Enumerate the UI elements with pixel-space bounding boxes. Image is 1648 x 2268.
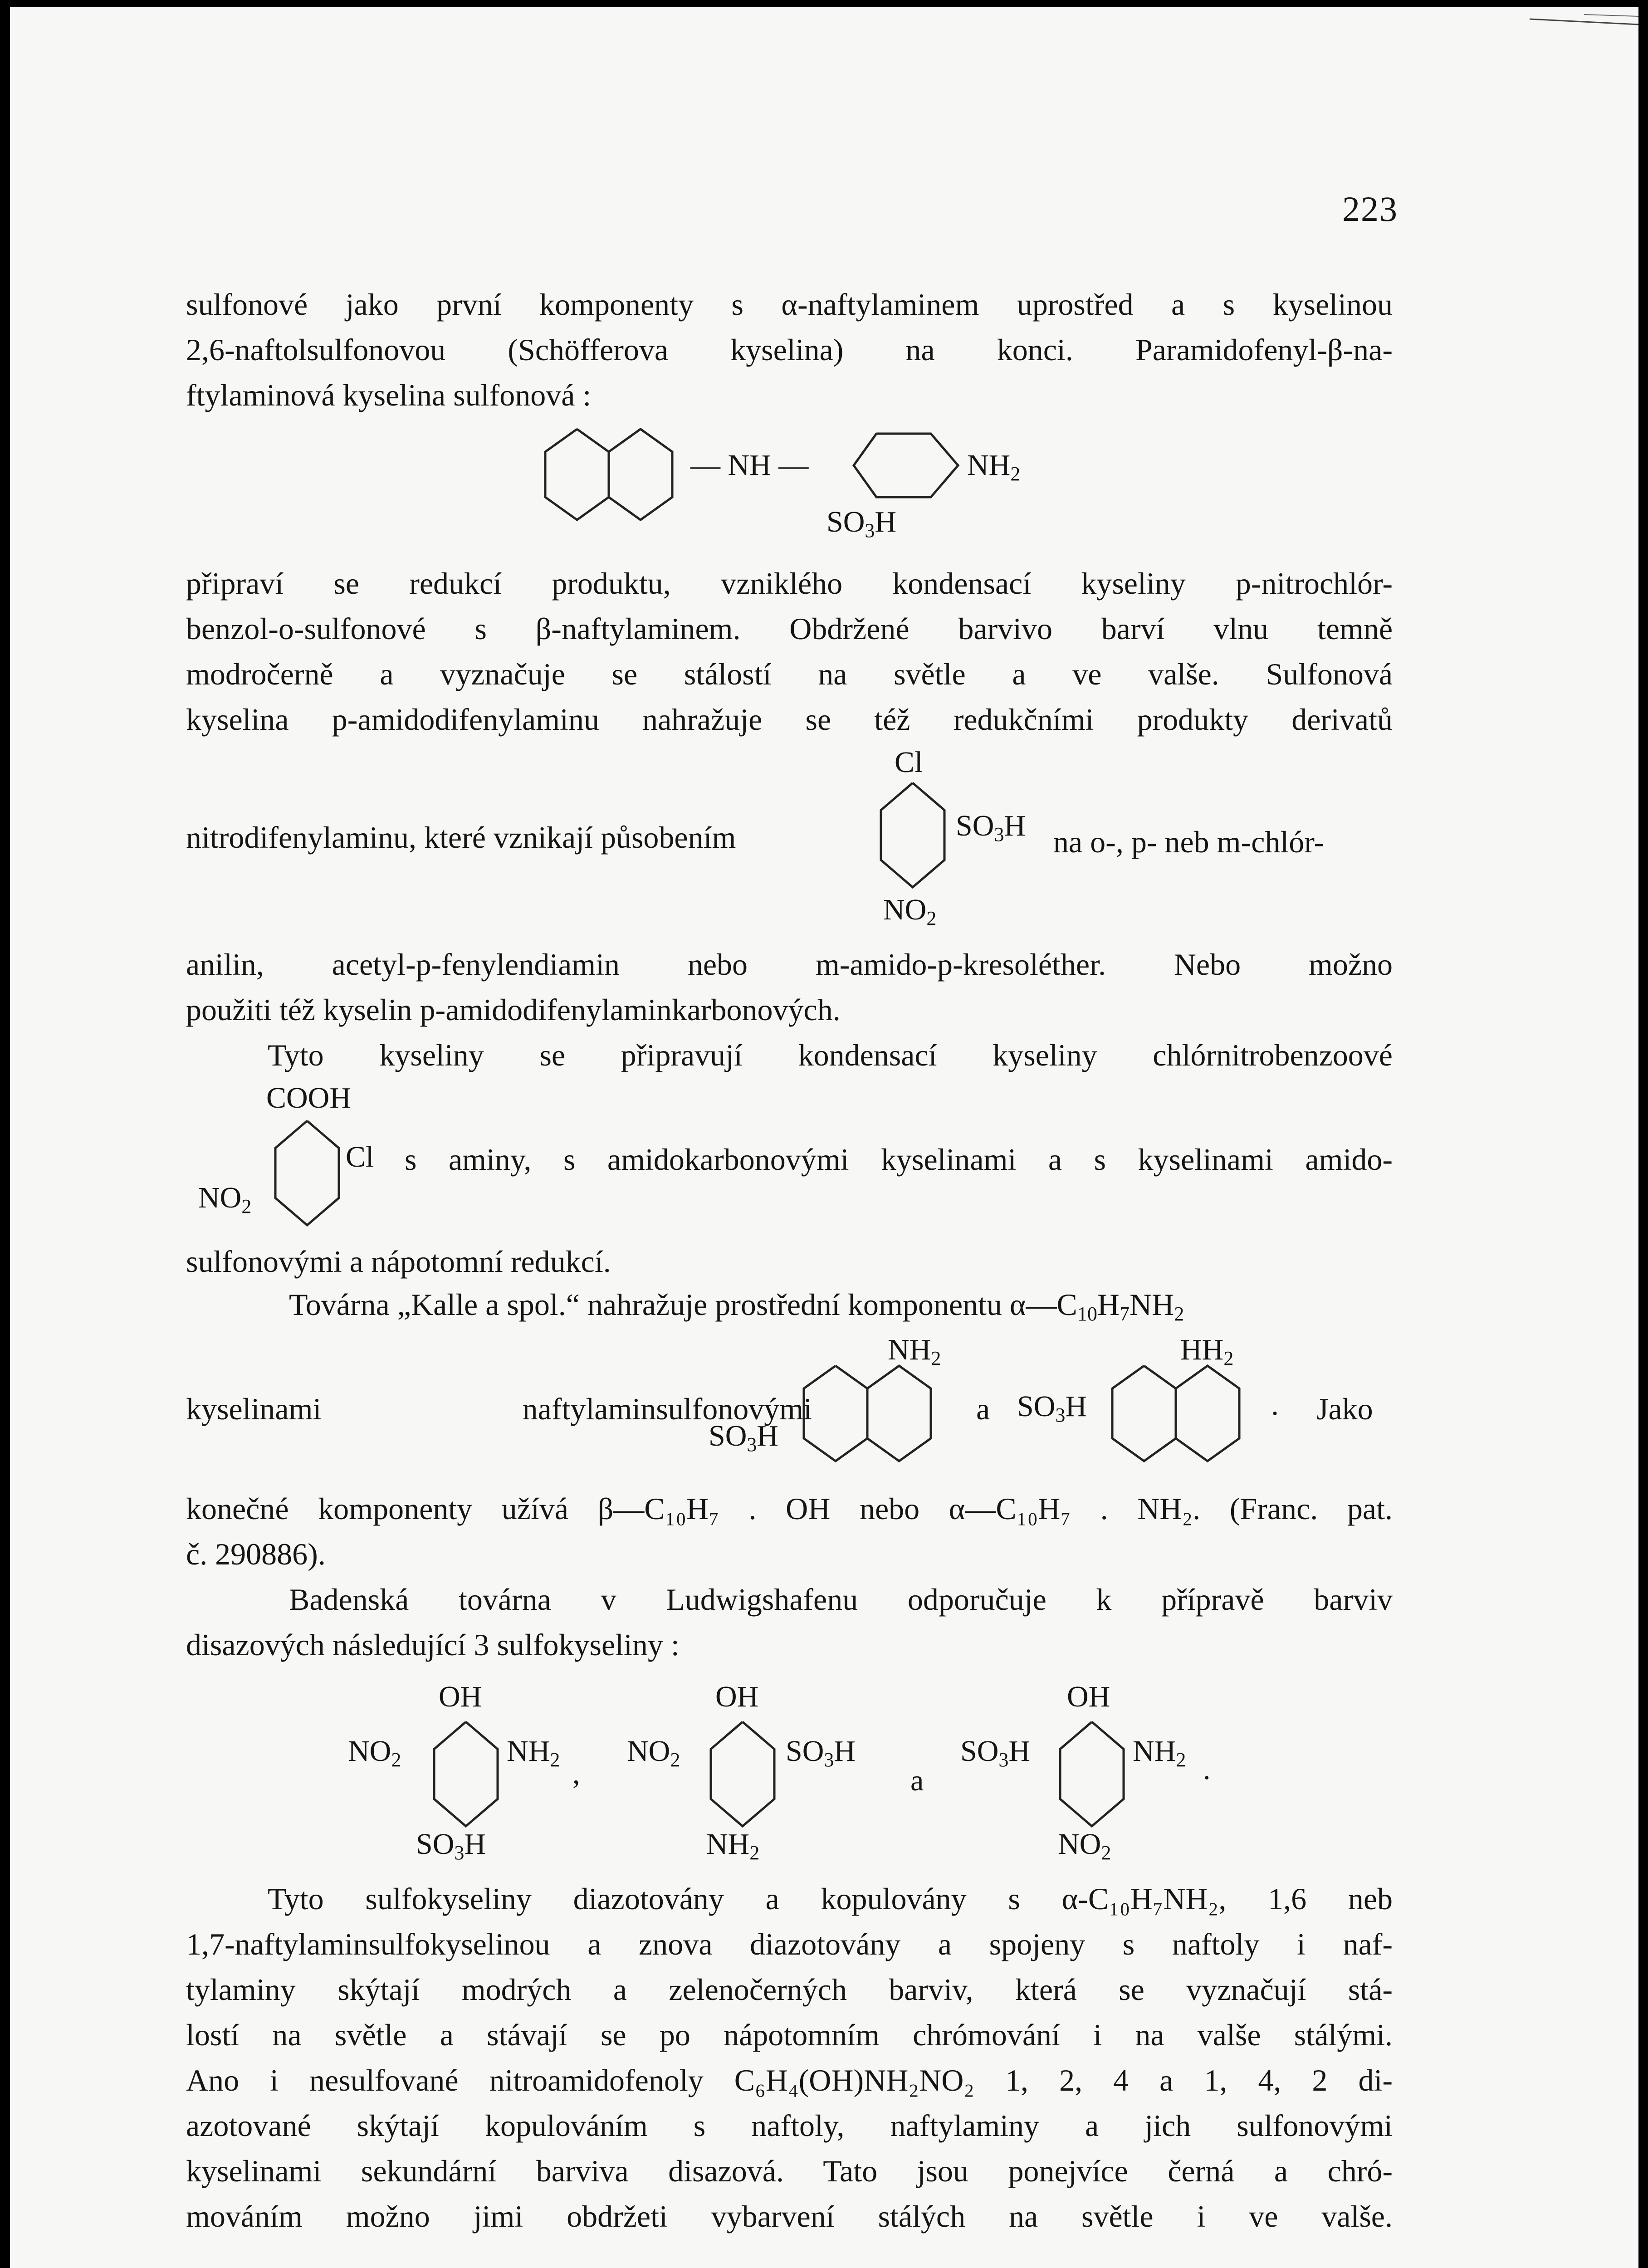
- text-line: Ano i nesulfované nitroamidofenoly C₆H₄(OH)NH₂NO₂ 1, 2, 4 a 1, 4, 2 di-: [186, 2063, 1393, 2097]
- text-line: Jako: [1316, 1392, 1373, 1426]
- nh2-label: $NH_2$: [706, 1828, 760, 1864]
- text-line: nitrodifenylaminu, které vznikají působením: [186, 820, 736, 855]
- text-line: 2,6-naftolsulfonovou (Schöfferova kyselina) na konci. Paramidofenyl-β-na-: [186, 332, 1393, 367]
- benzene-structure: [425, 1717, 507, 1835]
- text-dot: .: [1271, 1387, 1279, 1422]
- text-line: Badenská továrna v Ludwigshafenu odporučuje k přípravě barviv: [289, 1582, 1393, 1617]
- text-line: lostí na světle a stávají se po nápotomním chrómování i na valše stálými.: [186, 2018, 1393, 2052]
- naphthalene-structure: [541, 425, 722, 543]
- nh2-label: $NH_2$: [1133, 1735, 1186, 1771]
- book-page: [10, 7, 1638, 2268]
- text-line: s aminy, s amidokarbonovými kyselinami a s kyselinami amido-: [405, 1142, 1393, 1177]
- text-line: sulfonové jako první komponenty s α-naftylaminem uprostřed a s kyselinou: [186, 287, 1393, 322]
- text-line: kyselinami sekundární barviva disazová. Tato jsou ponejvíce černá a chró-: [186, 2154, 1393, 2188]
- naphthalene-structure: [1108, 1361, 1271, 1479]
- benzene-structure: [872, 778, 954, 896]
- text-line: č. 290886).: [186, 1537, 326, 1571]
- oh-label: OH: [715, 1680, 759, 1713]
- text-line: sulfonovými a nápotomní redukcí.: [186, 1244, 611, 1279]
- nh2-label: $NH_2$: [888, 1333, 941, 1369]
- nh2-label: $NH_2$: [507, 1735, 560, 1771]
- text-and: a: [976, 1392, 990, 1426]
- text-line: kyselina p-amidodifenylaminu nahražuje se též redukčními produkty derivatů: [186, 702, 1393, 737]
- cl-label: Cl: [895, 746, 923, 779]
- no2-label: $NO_2$: [1058, 1828, 1111, 1864]
- so3h-label: $SO_3H$: [826, 505, 897, 542]
- text-line: ftylaminová kyselina sulfonová :: [186, 378, 592, 412]
- so3h-label: $SO_3H$: [709, 1419, 779, 1456]
- text-line: benzol-o-sulfonové s β-naftylaminem. Obdržené barvivo barví vlnu temně: [186, 611, 1393, 646]
- so3h-label: $SO_3H$: [1017, 1390, 1087, 1426]
- oh-label: OH: [1067, 1680, 1110, 1713]
- separator: ,: [572, 1757, 580, 1790]
- cooh-label: COOH: [266, 1081, 352, 1114]
- text-line: 1,7-naftylaminsulfokyselinou a znova diazotovány a spojeny s naftoly i naf-: [186, 1927, 1393, 1961]
- so3h-label: $SO_3H$: [786, 1735, 856, 1771]
- text-line: kyselinami naftylaminsulfonovými: [186, 1392, 812, 1426]
- benzene-structure: [1051, 1717, 1133, 1835]
- oh-label: OH: [439, 1680, 482, 1713]
- text-line: na o-, p- neb m-chlór-: [1053, 825, 1325, 859]
- page-number: 223: [1342, 189, 1398, 229]
- naphthalene-structure: [799, 1361, 963, 1479]
- no2-label: $NO_2$: [198, 1181, 252, 1217]
- nh2-label: $NH_2$: [967, 449, 1021, 485]
- benzene-structure: [266, 1116, 348, 1234]
- text-line: konečné komponenty užívá β—C₁₀H₇ . OH nebo α—C₁₀H₇ . NH₂. (Franc. pat.: [186, 1491, 1393, 1526]
- text-line: Tyto sulfokyseliny diazotovány a kopulovány s α-C₁₀H₇NH₂, 1,6 neb: [268, 1882, 1393, 1916]
- separator: a: [910, 1764, 924, 1797]
- benzene-structure: [702, 1717, 783, 1835]
- so3h-label: $SO_3H$: [416, 1828, 486, 1864]
- text-line: použiti též kyselin p-amidodifenylaminkarbonových.: [186, 992, 841, 1027]
- text-line: mováním možno jimi obdržeti vybarvení stálých na světle i ve valše.: [186, 2199, 1393, 2234]
- so3h-label: $SO_3H$: [956, 809, 1026, 846]
- no2-label: $NO_2$: [627, 1735, 680, 1771]
- text-line: azotované skýtají kopulováním s naftoly, naftylaminy a jich sulfonovými: [186, 2108, 1393, 2143]
- nh-label: — NH —: [690, 449, 809, 482]
- text-line: připraví se redukcí produktu, vzniklého kondensací kyseliny p-nitrochlór-: [186, 566, 1393, 601]
- scan-mark: [1530, 11, 1638, 29]
- no2-label: $NO_2$: [883, 893, 937, 929]
- text-line: disazových následující 3 sulfokyseliny :: [186, 1628, 680, 1662]
- text-line: Továrna „Kalle a spol.“ nahražuje prostřední komponentu $\alpha—C_{10}H_7NH_2$: [289, 1287, 1184, 1325]
- benzene-structure: [854, 429, 981, 511]
- text-line: Tyto kyseliny se připravují kondensací kyseliny chlórnitrobenzoové: [268, 1038, 1393, 1072]
- no2-label: $NO_2$: [348, 1735, 401, 1771]
- separator: .: [1203, 1753, 1211, 1786]
- so3h-label: $SO_3H$: [960, 1735, 1031, 1771]
- text-line: tylaminy skýtají modrých a zelenočerných barviv, která se vyznačují stá-: [186, 1972, 1393, 2007]
- hh2-label: $HH_2$: [1180, 1333, 1234, 1369]
- text-line: anilin, acetyl-p-fenylendiamin nebo m-amido-p-kresoléther. Nebo možno: [186, 947, 1393, 982]
- text-line: modročerně a vyznačuje se stálostí na světle a ve valše. Sulfonová: [186, 657, 1393, 691]
- cl-label: Cl: [346, 1140, 374, 1173]
